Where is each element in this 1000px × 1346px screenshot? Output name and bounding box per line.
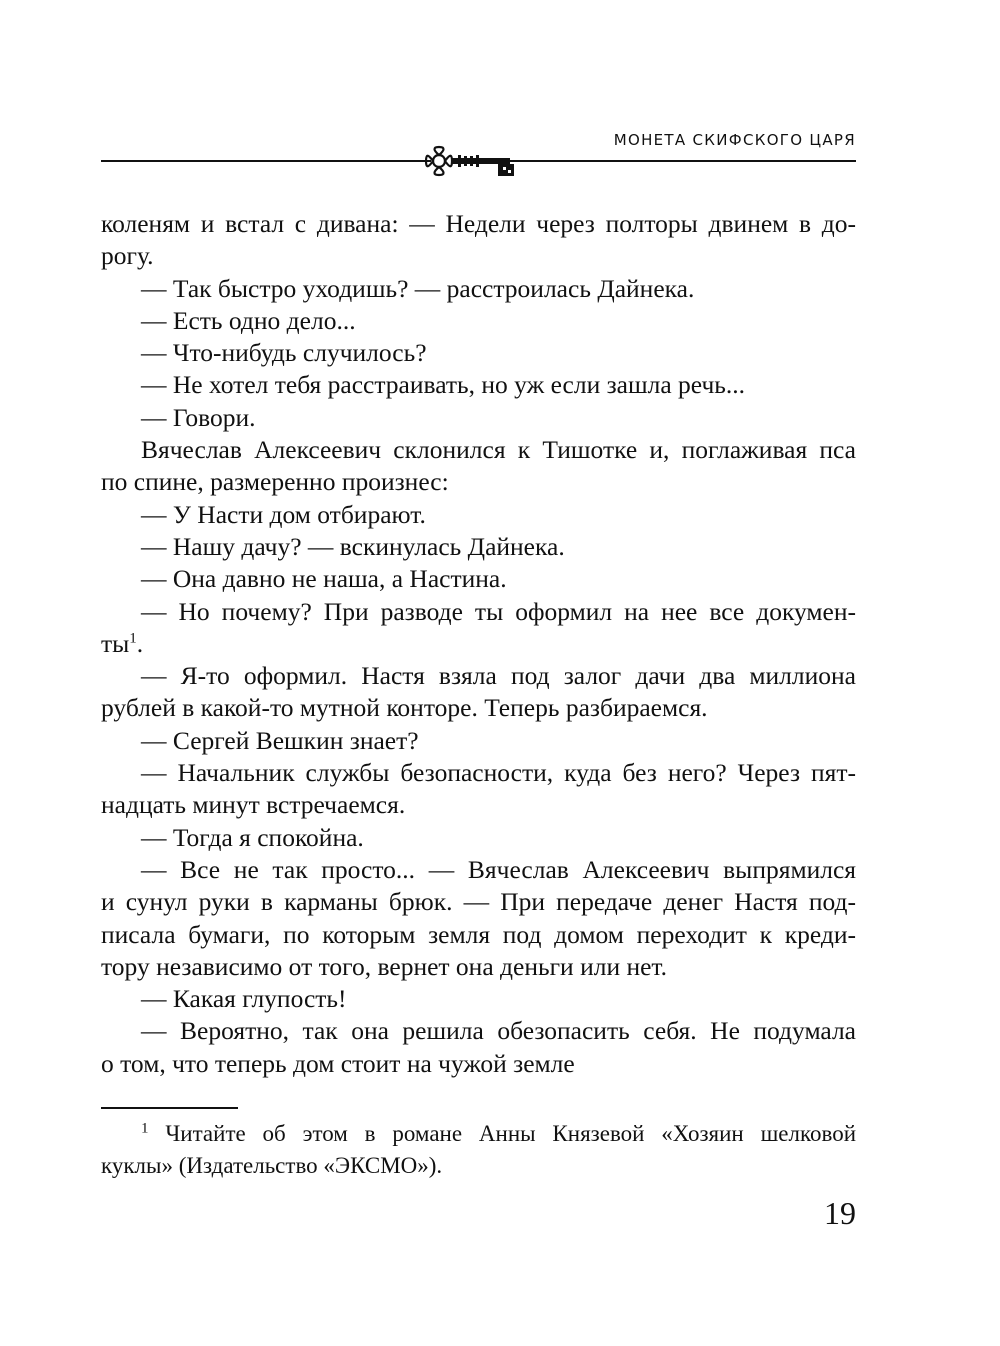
footnote-line: куклы» (Издательство «ЭКСМО»). — [101, 1153, 443, 1178]
text-line: — У Насти дом отбирают. — [141, 499, 426, 529]
footnote-number: 1 — [141, 1120, 149, 1137]
text-fragment: ты — [101, 628, 130, 658]
text-line: — Что-нибудь случилось? — [141, 338, 427, 368]
text-line: — Я-то оформил. Настя взяла под залог дачи два миллиона — [141, 661, 856, 691]
text-line: рогу. — [101, 241, 154, 271]
text-line: — Но почему? При разводе ты оформил на нее все докумен- — [141, 596, 856, 626]
text-line: — Так быстро уходишь? — расстроилась Дайнека. — [141, 273, 695, 303]
header-rule-left — [101, 160, 431, 162]
text-line: коленям и встал с дивана: — Недели через полторы двинем в до- — [101, 209, 856, 238]
running-title: МОНЕТА СКИФСКОГО ЦАРЯ — [613, 131, 856, 149]
text-line: Вячеслав Алексеевич склонился к Тишотке и, поглаживая пса — [141, 435, 856, 465]
page-number: 19 — [824, 1195, 856, 1231]
text-line: писала бумаги, по которым земля под домом переходит к креди- — [101, 919, 856, 949]
footnote-line — [101, 1118, 856, 1150]
text-line: — Не хотел тебя расстраивать, но уж если зашла речь... — [141, 370, 746, 400]
text-line: по спине, размеренно произнес: — [101, 467, 449, 497]
text-line: — Она давно не наша, а Настина. — [141, 564, 507, 594]
text-line-with-footnote: ты$^1$. — [101, 628, 144, 658]
footnote-reference: 1 — [129, 630, 137, 647]
text-line: — Говори. — [141, 402, 256, 432]
key-icon — [424, 144, 518, 178]
text-line: — Все не так просто... — Вячеслав Алексеевич выпрямился — [141, 854, 856, 884]
text-line: рублей в какой-то мутной конторе. Теперь разбираемся. — [101, 693, 708, 723]
header-rule-right — [510, 160, 856, 162]
text-line: — Какая глупость! — [141, 984, 347, 1014]
text-line: — Нашу дачу? — вскинулась Дайнека. — [141, 531, 565, 561]
text-line: надцать минут встречаемся. — [101, 790, 406, 820]
text-line: тору независимо от того, вернет она деньги или нет. — [101, 951, 668, 981]
text-line: и сунул руки в карманы брюк. — При передаче денег Настя под- — [101, 887, 856, 917]
footnote-text-1: Читайте об этом в романе Анны Князевой «Хозяин шелковой — [165, 1121, 856, 1146]
body-text — [101, 208, 856, 1080]
text-line: — Начальник службы безопасности, куда без него? Через пят- — [141, 758, 856, 788]
text-line: — Вероятно, так она решила обезопасить себя. Не подумала — [141, 1016, 856, 1046]
text-line: — Тогда я спокойна. — [141, 822, 364, 852]
footnote — [101, 1118, 856, 1182]
text-line: — Сергей Вешкин знает? — [141, 725, 419, 755]
footnote-rule — [101, 1107, 238, 1109]
text-line: о том, что теперь дом стоит на чужой земле — [101, 1048, 575, 1078]
text-line: — Есть одно дело... — [141, 305, 356, 335]
